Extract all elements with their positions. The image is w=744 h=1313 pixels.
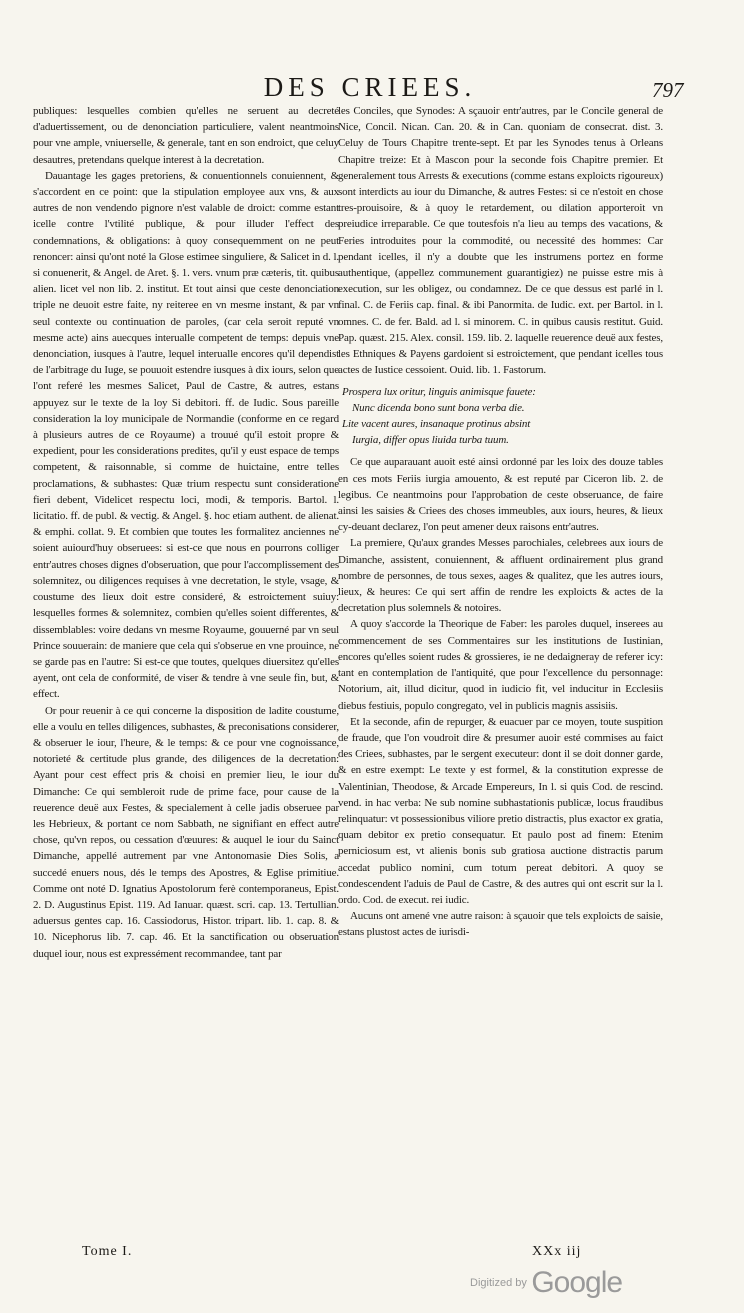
paragraph: publiques: lesquelles combien qu'elles ne seruent au decreté d'aduertissement, ou de denonciation particuliere, valent neantmoins pour vne ample, vniuerselle, & generale, tant en son endroict, que celuy desautres, pretendans quelque interest à la decretation. xyxy=(33,105,339,166)
verse-line: Lite vacent aures, insanaque protinus absint xyxy=(342,418,531,431)
verse-line: Nunc dicenda bono sunt bona verba die. xyxy=(352,402,525,415)
google-logo: Google xyxy=(531,1266,623,1299)
volume-label: Tome I. xyxy=(82,1244,133,1259)
page-number: 797 xyxy=(652,78,684,102)
paragraph: La premiere, Qu'aux grandes Messes parochiales, celebrees aux iours de Dimanche, assistent, conuiennent, & affluent ordinairement plus grand nombre de personnes, de tous sexes, aages & qualitez, que les autres iours, lieux, & heures: Ce qui sert affin de rendre les exploicts & actes de la decretation plus solemnels & notoires. xyxy=(338,537,663,615)
right-column xyxy=(338,103,663,941)
paragraph: Ce que auparauant auoit esté ainsi ordonné par les loix des douze tables en ces mots Feriis iurgia amouento, & est reputé par Ciceron lib. 2. de legibus. Ce neantmoins pour l'approbation de ceste obseruance, de faire ainsi les saisies & Criees des choses immeubles, aux iours, heures, & lieux cy-deuant declarez, l'on peut amener deux raisons entr'autres. xyxy=(338,456,663,534)
paragraph: Dauantage les gages pretoriens, & conuentionnels conuiennent, & s'accordent en ce point: que la stipulation employee aux vns, & aux autres de non vendendo pignore n'est valable de droict: comme estant icelle contre l'vtilité publique, & pour illuder l'effect des condemnations, & obligations: à quoy consequemment on ne peut renoncer: ainsi qu'ont noté la Glose estimee singuliere, & Salicet in d. l. si conuenerit, & Angel. de Aret. §. 1. vers. vnum præ cæteris, tit. quibus alien. licet vel non lib. 2. institut. Et tout ainsi que ceste denonciation triple ne deuoit estre faite, ny reiteree en vn mesme instant, & par vn seul contexte ou continuation de paroles, (car cela seroit reputé vn mesme acte) ains auecques interualle competent de temps: depuis vne denonciation, iusques à l'autre, lequel interualle encores qu'il dependist de l'arbitrage du Iuge, se pouuoit estendre iusques à dix iours, selon que l'ont referé les mesmes Salicet, Paul de Castre, & autres, estans appuyez sur le texte de la loy Si debitori. ff. de Iudic. Sous pareille consideration la loy municipale de Normandie (conforme en ce regard à plusieurs autres de ce Royaume) a trouué qu'il estoit propre & expedient, pour les considerations predites, qu'il y eust espace de temps competent, & raisonnable, si comme de huictaine, entre telles proclamations, & subhastes: Quæ trium respectu sunt consideratione fieri debent, Videlicet respectu loci, modi, & temporis. Bartol. l. licitatio. ff. de publ. & vectig. & Angel. §. hoc etiam authent. de alienat. & emphi. collat. 9. Et combien que toutes les formalitez anciennes ne soient auiourd'huy obseruees: si est-ce que nous en pourrons colliger entr'autres choses dignes d'obseruation, que pour l'accomplissement des solemnitez, ou diligences requises à vne decretation, le style, vsage, & coustume des lieux doit estre consideré, & estroictement suiuy: lesquelles formes & solemnitez, combien qu'elles soient differentes, & dissemblables: voire dedans vn mesme Royaume, gouuerné par vn seul Prince souuerain: de maniere que cela qui s'obserue en vne prouince, ne se garde pas en l'autre: Si est-ce que toutes, quelques diuersitez qu'elles ayent, ont cela de conformité, de viser & tendre à vne seule fin, but, & effect. xyxy=(33,169,339,701)
verse-line: Prospera lux oritur, linguis animisque fauete: xyxy=(342,386,536,399)
verse-line: Iurgia, differ opus liuida turba tuum. xyxy=(352,434,509,447)
signature-mark: XXx iij xyxy=(532,1244,582,1259)
running-title: DES CRIEES. xyxy=(263,72,477,102)
ovid-verse xyxy=(338,384,663,448)
digitization-watermark xyxy=(470,1266,622,1300)
watermark-prefix: Digitized by xyxy=(470,1277,527,1289)
paragraph: Aucuns ont amené vne autre raison: à sçauoir que tels exploicts de saisie, estans plustost actes de iurisdi- xyxy=(338,910,663,939)
paragraph: Et la seconde, afin de repurger, & euacuer par ce moyen, toute suspition de fraude, que l'on voudroit dire & presumer auoir esté commises au faict des Criees, subhastes, par le sergent executeur: dont il se doit donner garde, & en estre exempt: Le texte y est formel, & la constitution expresse de Valentinian, Theodose, & Arcade Empereurs, In l. si quis Cod. de rescind. vend. in hac verba: Ne sub nomine subhastationis publicæ, locus fraudibus relinquatur: vt possessionibus viliore pretio distractis, plus exactor ex gratia, quam debitor ex pretio consequatur. Et paulo post ad finem: Etenim perniciosum est, vt alienis bonis sub gratiosa auctione distractis parum accedat publico nomini, cum totum pereat debitori. A quoy se condescendent l'aduis de Paul de Castre, & des autres qui ont escrit sur la l. ordo. Cod. de execut. rei iudic. xyxy=(338,715,663,906)
left-column xyxy=(33,103,339,962)
paragraph: A quoy s'accorde la Theorique de Faber: les paroles duquel, inserees au commencement de ses Commentaires sur les institutions de Iustinian, encores qu'elles soient rudes & grossieres, ie ne dedaigneray de referer icy: tant en contemplation de l'antiquité, que pour l'excellence du personnage: Notorium, ait, illud dicitur, quod in iudicio fit, vel inducitur in Ecclesiis diebus festiuis, populo congregato, vel in publicis magnis assisiis. xyxy=(338,618,663,712)
paragraph: les Conciles, que Synodes: A sçauoir entr'autres, par le Concile general de Nice, Concil. Nican. Can. 20. & in Can. quoniam de consecrat. dist. 3. Celuy de Tours Chapitre trente-sept. Et par les Synodes tenus à Orleans Chapitre treize: Et à Mascon pour la seconde fois Chapitre premier. Et generalement tous Arrests & executions (comme estans exploicts rigoureux) sont interdicts au iour du Dimanche, & autres Festes: si ce n'estoit en chose tres-prouisoire, & à quoy le retardement, ou dilation apporteroit vn preiudice irreparable. Ce que toutesfois n'a lieu au temps des vacations, & Feries introduites pour la commodité, ou necessité des hommes: Car pendant icelles, il n'y a doubte que les instrumens portez en forme authentique, (appellez communement guarantigiez) ne puisse estre mis à execution, sur les obligez, ou condamnez. De ce que dessus est parlé in l. final. C. de Feriis cap. final. & ibi Panormita. de Iudic. ext. per Bartol. in l. omnes. C. de fer. Bald. ad l. si minorem. C. in quibus causis restitut. Guid. Pap. quæst. 215. Alex. consil. 159. lib. 2. laquelle reuerence deuë aux festes, les Ethniques & Payens gardoient si estroictement, que pendant icelles tous actes de Iustice cessoient. Ouid. lib. 1. Fastorum. xyxy=(338,105,663,377)
paragraph: Or pour reuenir à ce qui concerne la disposition de ladite coustume, elle a voulu en telles diligences, subhastes, & preconisations considerer, & obseruer le iour, l'heure, & le temps: & ce pour vne cognoissance, notorieté & certitude plus grande, des diligences de la decretation: Ayant pour cest effect pris & choisi en premier lieu, le iour du Dimanche: Ce qui sembleroit rude de prime face, pour cause de la reuerence deuë aux Festes, & specialement à celle jadis obseruee par les Hebrieux, & portant ce nom Sabbath, ne signifiant en effect autre chose, qu'vn repos, ou cessation d'œuures: & auquel le iour du Sainct Dimanche, appellé autrement par vne Antonomasie Dies Solis, a succedé enuers nous, dés le temps des Apostres, & Eglise primitiue. Comme ont noté D. Ignatius Apostolorum ferè contemporaneus, Epist. 2. D. Augustinus Epist. 119. Ad Ianuar. quæst. scri. cap. 13. Tertullian. aduersus gentes cap. 16. Cassiodorus, Histor. tripart. lib. 1. cap. 8. & 10. Nicephorus lib. 7. cap. 46. Et la sanctification ou obseruation duquel iour, nous est expressément recommandee, tant par xyxy=(33,704,339,960)
